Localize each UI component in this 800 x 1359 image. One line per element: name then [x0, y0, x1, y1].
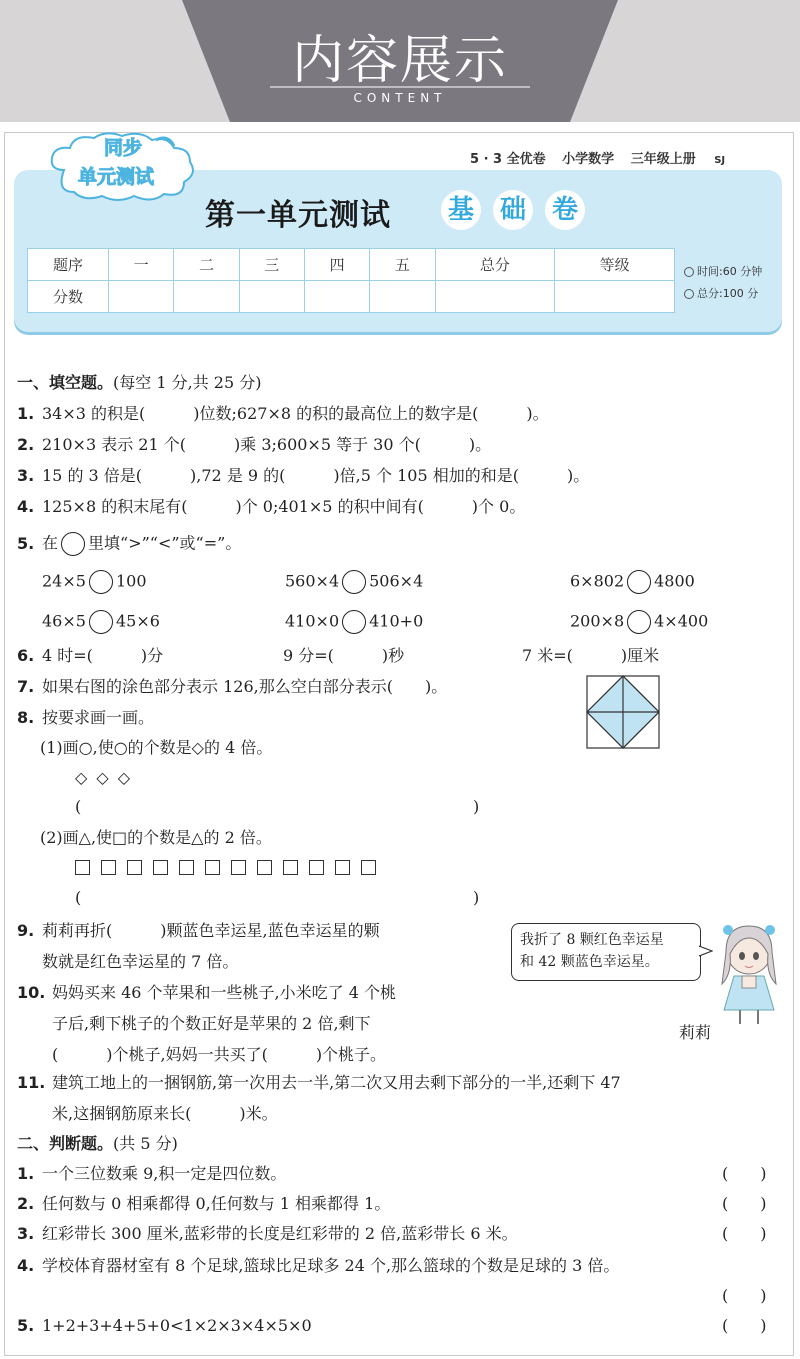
- table-cell: 题序: [28, 249, 109, 281]
- table-cell: 二: [174, 249, 239, 281]
- square-icon: [101, 860, 116, 875]
- expr: 410+0: [369, 611, 424, 631]
- compare-row-2-mid: [285, 610, 423, 634]
- time-limit: [684, 263, 762, 279]
- tag-line-2: 单元测试: [78, 166, 155, 188]
- compare-circle[interactable]: [89, 570, 113, 594]
- square-row: [75, 860, 387, 880]
- title-accent-3: 卷: [545, 190, 585, 230]
- question-10: [17, 983, 396, 1003]
- speech-bubble: [511, 923, 701, 981]
- banner-title: 内容展示: [291, 31, 508, 91]
- question-text: 210×3 表示 21 个( )乘 3;600×5 等于 30 个( )。: [42, 435, 492, 454]
- question-text: 1+2+3+4+5+0<1×2×3×4×5×0: [42, 1316, 312, 1335]
- section-2-note: (共 5 分): [113, 1134, 178, 1153]
- expr: 506×4: [369, 571, 424, 591]
- expr: 560×4: [285, 571, 340, 591]
- question-8-sub1: (1)画○,使○的个数是◇的 4 倍。: [40, 738, 273, 757]
- question-10-line2: 子后,剩下桃子的个数正好是苹果的 2 倍,剩下: [52, 1014, 371, 1033]
- expr: 410×0: [285, 611, 340, 631]
- question-text: 红彩带长 300 厘米,蓝彩带的长度是红彩带的 2 倍,蓝彩带长 6 米。: [42, 1224, 518, 1243]
- title-accent-2: 础: [493, 190, 533, 230]
- judge-item-1: [17, 1164, 286, 1184]
- question-text: 在: [42, 533, 59, 553]
- question-text: 学校体育器材室有 8 个足球,篮球比足球多 24 个,那么篮球的个数是足球的 3 倍。: [42, 1256, 620, 1275]
- question-9: [17, 921, 380, 941]
- question-7: [17, 677, 447, 697]
- score-table-header-row: [28, 249, 675, 281]
- question-number: 1.: [17, 404, 35, 423]
- section-1-title: 一、填空题。: [17, 373, 114, 392]
- section-1-note: (每空 1 分,共 25 分): [113, 373, 262, 392]
- question-6: [17, 646, 163, 666]
- check-icon: [684, 289, 694, 299]
- square-icon: [283, 860, 298, 875]
- compare-row-1-right: [570, 570, 695, 594]
- tag-line-1: 同步: [104, 137, 143, 159]
- section-2-heading: [17, 1134, 178, 1154]
- question-number: 2.: [17, 435, 35, 454]
- question-text: 妈妈买来 46 个苹果和一些桃子,小米吃了 4 个桃: [52, 983, 396, 1002]
- question-8-sub2: (2)画△,使□的个数是△的 2 倍。: [40, 828, 272, 847]
- square-icon: [361, 860, 376, 875]
- question-11: [17, 1073, 621, 1093]
- answer-blank[interactable]: ( ): [722, 1316, 767, 1335]
- circle-symbol-icon: [61, 532, 85, 556]
- compare-row-1-mid: [285, 570, 423, 594]
- score-input-cell[interactable]: [239, 281, 304, 313]
- table-cell: 四: [304, 249, 369, 281]
- answer-blank[interactable]: ( ): [722, 1286, 767, 1305]
- answer-blank[interactable]: ( ): [722, 1224, 767, 1243]
- question-3: [17, 466, 589, 486]
- question-1: [17, 404, 549, 424]
- answer-blank[interactable]: ( ): [722, 1194, 767, 1213]
- question-4: [17, 497, 525, 517]
- question-number: 3.: [17, 1224, 35, 1243]
- section-2-title: 二、判断题。: [17, 1134, 114, 1153]
- open-paren: (: [75, 797, 82, 816]
- close-paren: ): [473, 888, 480, 907]
- speech-tail: [699, 944, 713, 958]
- question-text: 一个三位数乘 9,积一定是四位数。: [42, 1164, 287, 1183]
- judge-item-5: [17, 1316, 312, 1336]
- question-number: 6.: [17, 646, 35, 665]
- score-input-cell[interactable]: [435, 281, 555, 313]
- compare-row-2-right: [570, 610, 708, 634]
- question-number: 11.: [17, 1073, 46, 1092]
- expr: 200×8: [570, 611, 625, 631]
- series-name: 5 · 3 全优卷: [470, 152, 546, 167]
- question-number: 10.: [17, 983, 46, 1002]
- question-6b: 9 分=( )秒: [283, 646, 405, 665]
- expr: 46×5: [42, 611, 86, 631]
- question-text: 如果右图的涂色部分表示 126,那么空白部分表示( )。: [42, 677, 448, 696]
- score-input-cell[interactable]: [304, 281, 369, 313]
- expr: 45×6: [115, 611, 160, 631]
- speech-line-1: 我折了 8 颗红色幸运星: [520, 932, 664, 948]
- compare-circle[interactable]: [89, 610, 113, 634]
- diamond-row: ◇ ◇ ◇: [75, 768, 133, 787]
- total-score: [684, 285, 758, 301]
- question-text: 34×3 的积是( )位数;627×8 的积的最高位上的数字是( )。: [42, 404, 549, 423]
- section-1-heading: [17, 373, 261, 393]
- total-score-text: 总分:100 分: [697, 287, 759, 300]
- question-number: 4.: [17, 1256, 35, 1275]
- clock-icon: [684, 267, 694, 277]
- table-cell: 三: [239, 249, 304, 281]
- square-icon: [127, 860, 142, 875]
- question-number: 5.: [17, 533, 35, 553]
- banner-subtitle: CONTENT: [353, 91, 447, 105]
- score-input-cell[interactable]: [370, 281, 435, 313]
- question-number: 5.: [17, 1316, 35, 1335]
- girl-character-icon: [712, 918, 786, 1030]
- question-number: 1.: [17, 1164, 35, 1183]
- expr: 4800: [654, 571, 695, 591]
- compare-circle[interactable]: [627, 610, 651, 634]
- question-9-line2: 数就是红色幸运星的 7 倍。: [42, 952, 239, 971]
- question-text: 里填“>”“<”或“=”。: [88, 533, 242, 553]
- score-input-cell[interactable]: [174, 281, 239, 313]
- expr: 4×400: [654, 611, 709, 631]
- question-number: 4.: [17, 497, 35, 516]
- square-icon: [205, 860, 220, 875]
- question-8: [17, 708, 154, 728]
- question-text: 任何数与 0 相乘都得 0,任何数与 1 相乘都得 1。: [42, 1194, 391, 1213]
- compare-circle[interactable]: [342, 570, 366, 594]
- series-info: [470, 148, 737, 167]
- expr: 6×802: [570, 571, 625, 591]
- compare-circle[interactable]: [627, 570, 651, 594]
- question-number: 9.: [17, 921, 35, 940]
- question-text: 4 时=( )分: [42, 646, 164, 665]
- score-input-cell[interactable]: [109, 281, 174, 313]
- square-icon: [179, 860, 194, 875]
- table-cell: 总分: [435, 249, 555, 281]
- table-cell: 等级: [555, 249, 675, 281]
- answer-blank[interactable]: ( ): [722, 1164, 767, 1183]
- open-paren: (: [75, 888, 82, 907]
- title-accent-1: 基: [441, 190, 481, 230]
- table-cell: 分数: [28, 281, 109, 313]
- page-title: 第一单元测试: [205, 198, 391, 233]
- judge-item-3: [17, 1224, 518, 1244]
- judge-item-2: [17, 1194, 390, 1214]
- square-icon: [153, 860, 168, 875]
- score-table: [27, 248, 675, 313]
- question-number: 3.: [17, 466, 35, 485]
- question-11-line2: 米,这捆钢筋原来长( )米。: [52, 1104, 278, 1123]
- question-text: 按要求画一画。: [42, 708, 155, 727]
- square-icon: [309, 860, 324, 875]
- question-text: 15 的 3 倍是( ),72 是 9 的( )倍,5 个 105 相加的和是( )。: [42, 466, 590, 485]
- expr: 24×5: [42, 571, 86, 591]
- question-number: 7.: [17, 677, 35, 696]
- question-6c: 7 米=( )厘米: [522, 646, 660, 665]
- compare-circle[interactable]: [342, 610, 366, 634]
- square-icon: [75, 860, 90, 875]
- question-text: 建筑工地上的一捆钢筋,第一次用去一半,第二次又用去剩下部分的一半,还剩下 47: [52, 1073, 621, 1092]
- question-number: 8.: [17, 708, 35, 727]
- question-5: [17, 532, 241, 556]
- compare-row-1-left: [42, 570, 147, 594]
- speech-line-2: 和 42 颗蓝色幸运星。: [520, 954, 659, 970]
- table-cell: 一: [109, 249, 174, 281]
- expr: 100: [115, 571, 147, 591]
- question-2: [17, 435, 491, 455]
- time-limit-text: 时间:60 分钟: [697, 265, 763, 278]
- table-cell: 五: [370, 249, 435, 281]
- shaded-square-figure: [586, 675, 660, 749]
- score-table-score-row: [28, 281, 675, 313]
- edition: SJ: [714, 155, 726, 166]
- subject: 小学数学: [562, 152, 615, 167]
- compare-row-2-left: [42, 610, 160, 634]
- question-text: 125×8 的积末尾有( )个 0;401×5 的积中间有( )个 0。: [42, 497, 526, 516]
- question-10-line3: ( )个桃子,妈妈一共买了( )个桃子。: [52, 1045, 387, 1064]
- question-text: 莉莉再折( )颗蓝色幸运星,蓝色幸运星的颗: [42, 921, 380, 940]
- judge-item-4: [17, 1256, 619, 1276]
- character-name: 莉莉: [679, 1023, 712, 1042]
- square-icon: [335, 860, 350, 875]
- square-icon: [257, 860, 272, 875]
- score-input-cell[interactable]: [555, 281, 675, 313]
- question-number: 2.: [17, 1194, 35, 1213]
- grade: 三年级上册: [630, 152, 696, 167]
- close-paren: ): [473, 797, 480, 816]
- square-icon: [231, 860, 246, 875]
